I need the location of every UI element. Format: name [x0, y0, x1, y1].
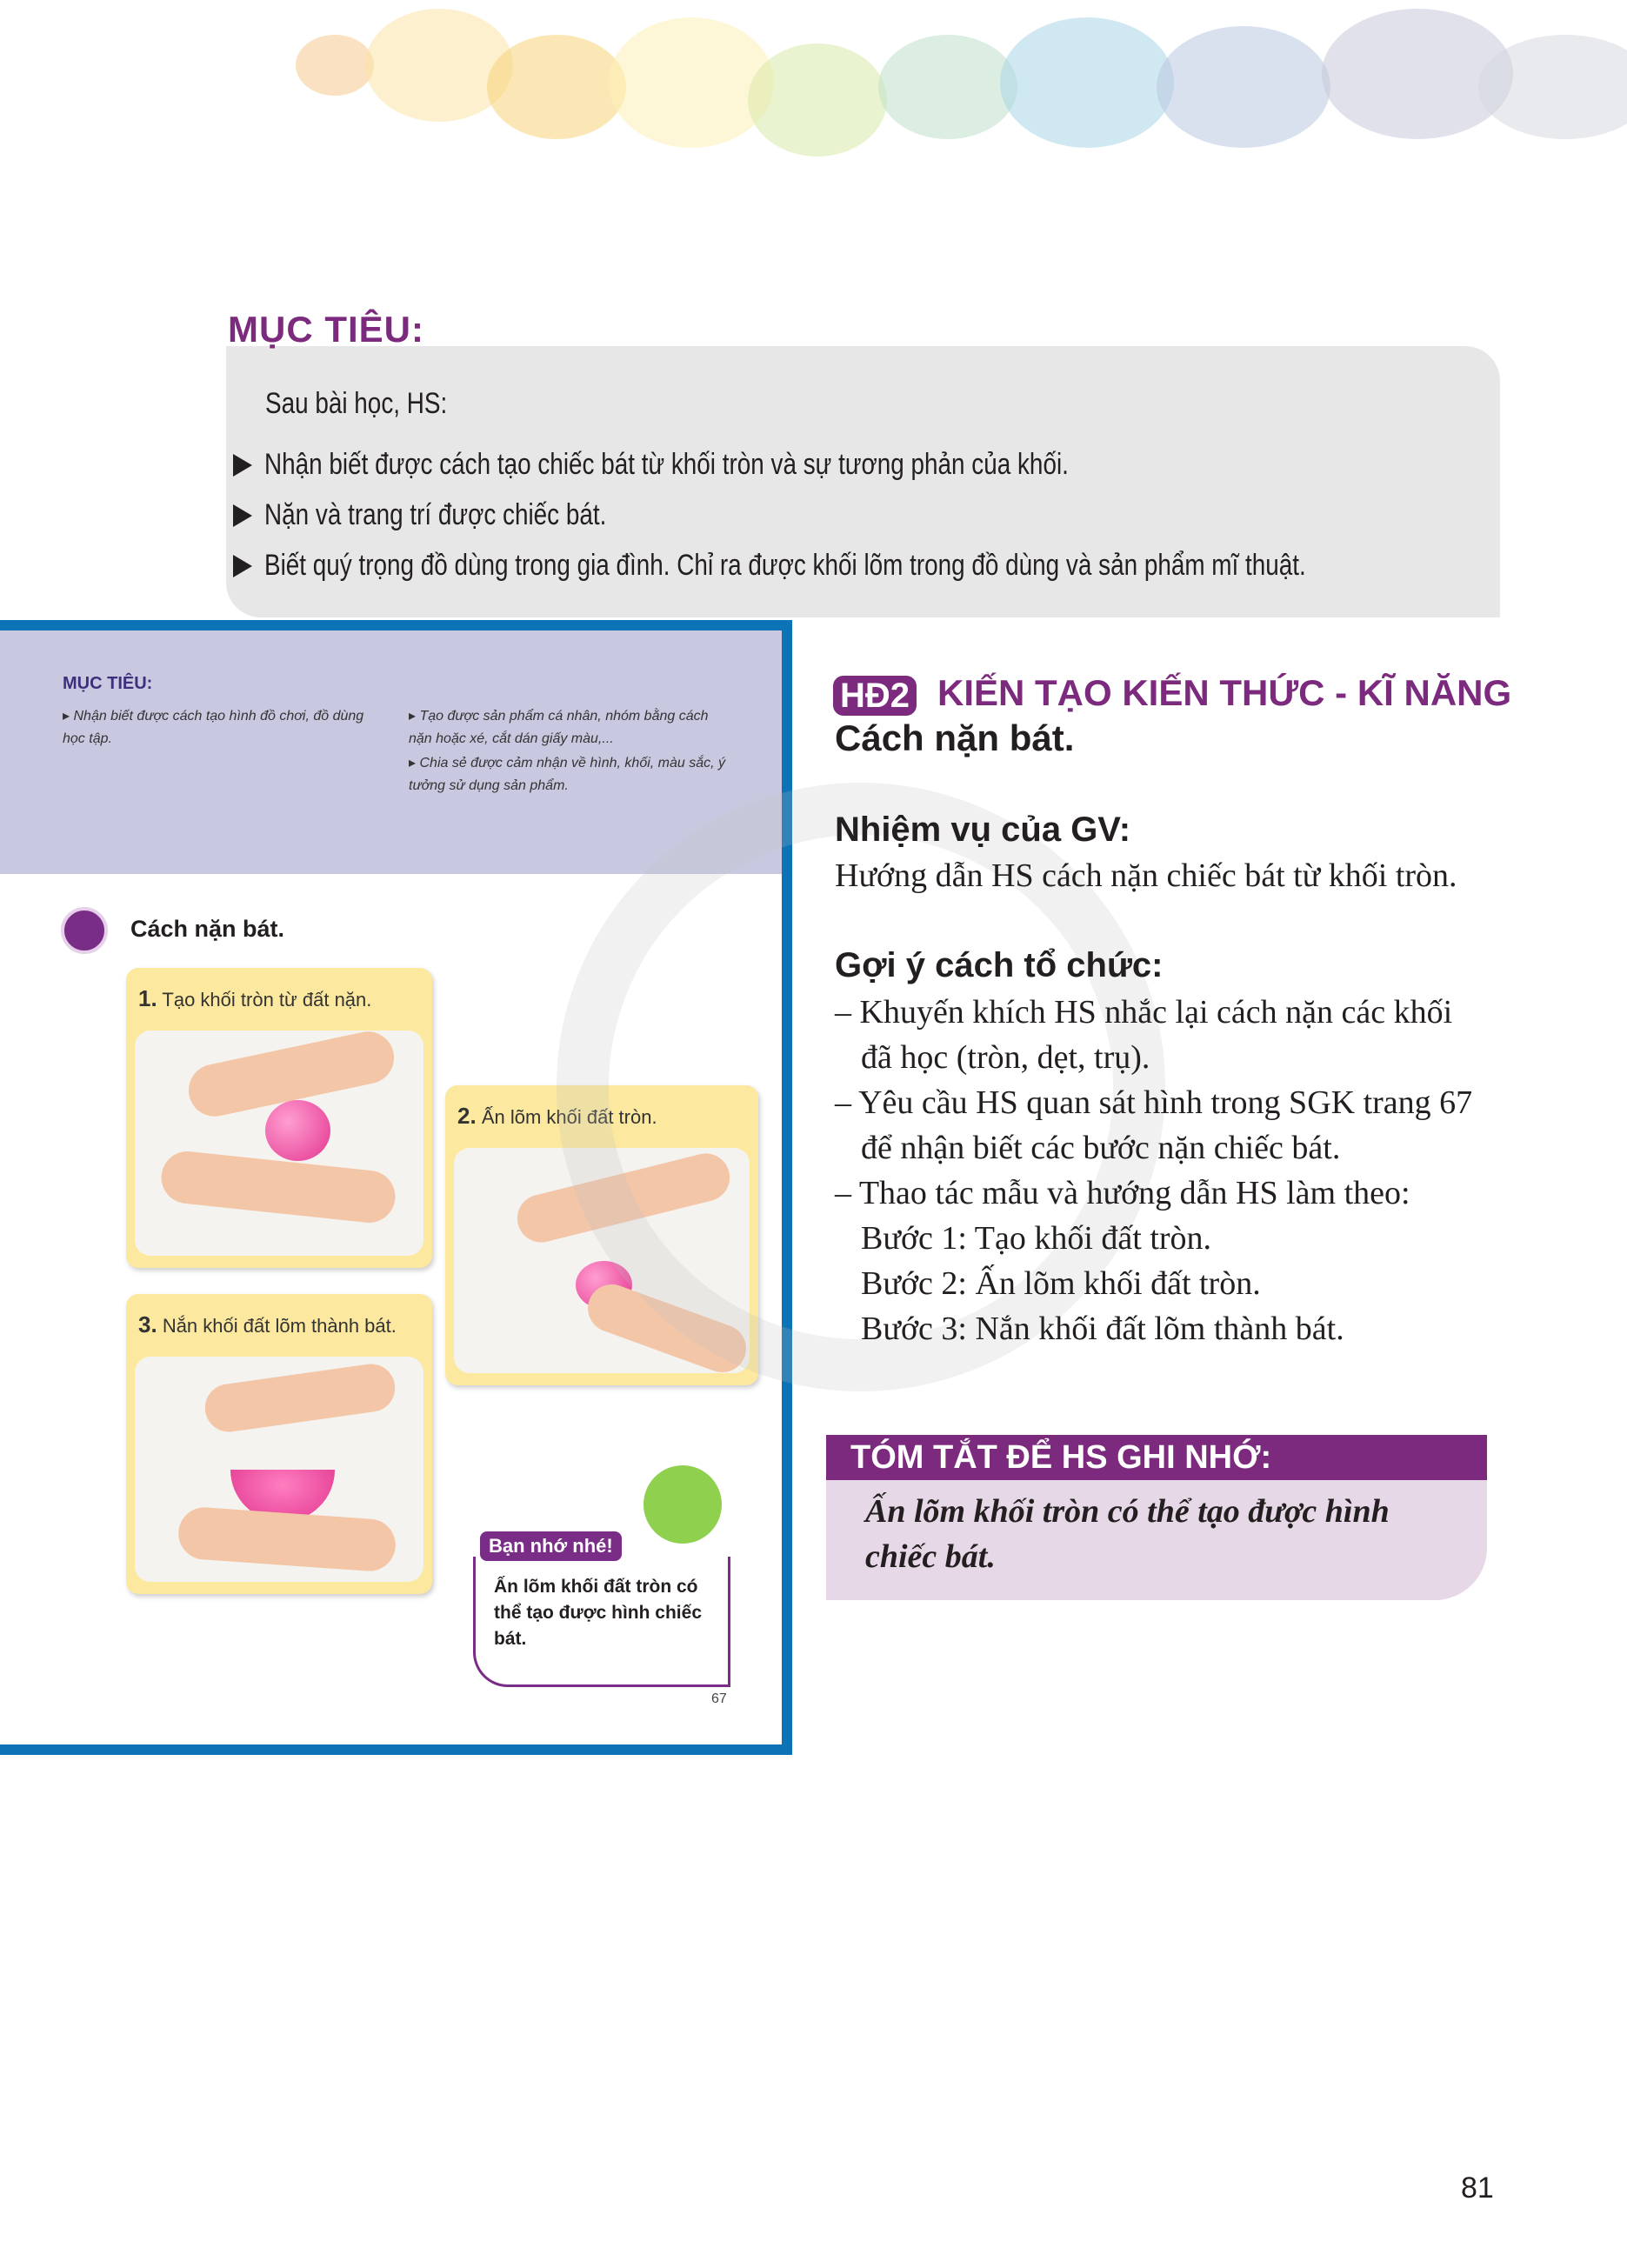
- frog-mascot-icon: [643, 1465, 722, 1544]
- triangle-bullet-icon: [233, 555, 252, 577]
- teacher-task-heading: Nhiệm vụ của GV:: [835, 810, 1131, 849]
- step-line: Bước 2: Ấn lõm khối đất tròn.: [861, 1265, 1261, 1302]
- step-line: Bước 3: Nắn khối đất lõm thành bát.: [861, 1311, 1344, 1347]
- decorative-banner: [0, 0, 1627, 174]
- activity-subtitle: Cách nặn bát.: [835, 717, 1075, 758]
- remember-text: Ấn lõm khối đất tròn có thể tạo được hình chiếc bát.: [494, 1577, 702, 1649]
- step-line: Bước 1: Tạo khối đất tròn.: [861, 1220, 1212, 1257]
- step-caption: Ấn lõm khối đất tròn.: [481, 1106, 657, 1128]
- suggestion-line: – Khuyến khích HS nhắc lại cách nặn các khối: [835, 994, 1453, 1031]
- step-card: 2. Ấn lõm khối đất tròn.: [445, 1085, 758, 1385]
- textbook-page-number: 67: [711, 1691, 727, 1706]
- suggestion-line: – Yêu cầu HS quan sát hình trong SGK trang 67: [835, 1084, 1473, 1121]
- textbook-objective: ▸ Chia sẻ được cảm nhận về hình, khối, màu sắc, ý tưởng sử dụng sản phẩm.: [409, 752, 730, 797]
- objective-item: Nặn và trang trí được chiếc bát.: [233, 498, 682, 532]
- activity-badge: HĐ2: [833, 676, 917, 716]
- step-card: 1. Tạo khối tròn từ đất nặn.: [126, 968, 432, 1268]
- textbook-section-title: Cách nặn bát.: [130, 916, 285, 942]
- summary-heading: TÓM TẮT ĐỂ HS GHI NHỚ:: [826, 1435, 1487, 1480]
- step-photo: [135, 1031, 423, 1256]
- textbook-objectives-title: MỤC TIÊU:: [63, 674, 153, 693]
- textbook-objective: ▸ Tạo được sản phẩm cá nhân, nhóm bằng cách nặn hoặc xé, cắt dán giấy màu,...: [409, 705, 730, 750]
- suggestions-heading: Gợi ý cách tổ chức:: [835, 946, 1164, 984]
- suggestion-line: để nhận biết các bước nặn chiếc bát.: [861, 1130, 1341, 1166]
- step-caption: Nắn khối đất lõm thành bát.: [162, 1315, 397, 1337]
- page-number: 81: [1461, 2171, 1494, 2205]
- textbook-objectives-panel: [0, 630, 782, 874]
- objectives-intro: Sau bài học, HS:: [265, 387, 448, 420]
- summary-text: Ấn lõm khối tròn có thể tạo được hình chiếc bát.: [865, 1493, 1390, 1575]
- triangle-bullet-icon: [233, 454, 252, 477]
- suggestion-line: – Thao tác mẫu và hướng dẫn HS làm theo:: [835, 1175, 1410, 1211]
- step-photo: [135, 1357, 423, 1582]
- step-card: 3. Nắn khối đất lõm thành bát.: [126, 1294, 432, 1594]
- textbook-objective: ▸ Nhận biết được cách tạo hình đồ chơi, đồ dùng học tập.: [63, 705, 384, 750]
- activity-title: KIẾN TẠO KIẾN THỨC - KĨ NĂNG: [937, 672, 1512, 713]
- teacher-task-text: Hướng dẫn HS cách nặn chiếc bát từ khối tròn.: [835, 857, 1457, 894]
- objective-item: Nhận biết được cách tạo chiếc bát từ khối tròn và sự tương phản của khối.: [233, 448, 1245, 482]
- hand-icon: [61, 907, 108, 954]
- suggestion-line: đã học (tròn, dẹt, trụ).: [861, 1039, 1150, 1076]
- triangle-bullet-icon: [233, 504, 252, 527]
- objective-item: Biết quý trọng đồ dùng trong gia đình. Chỉ ra được khối lõm trong đồ dùng và sản phẩm mĩ thuật.: [233, 549, 1535, 583]
- remember-tag: Bạn nhớ nhé!: [480, 1531, 622, 1561]
- step-caption: Tạo khối tròn từ đất nặn.: [162, 989, 372, 1011]
- objectives-title: MỤC TIÊU:: [228, 309, 424, 350]
